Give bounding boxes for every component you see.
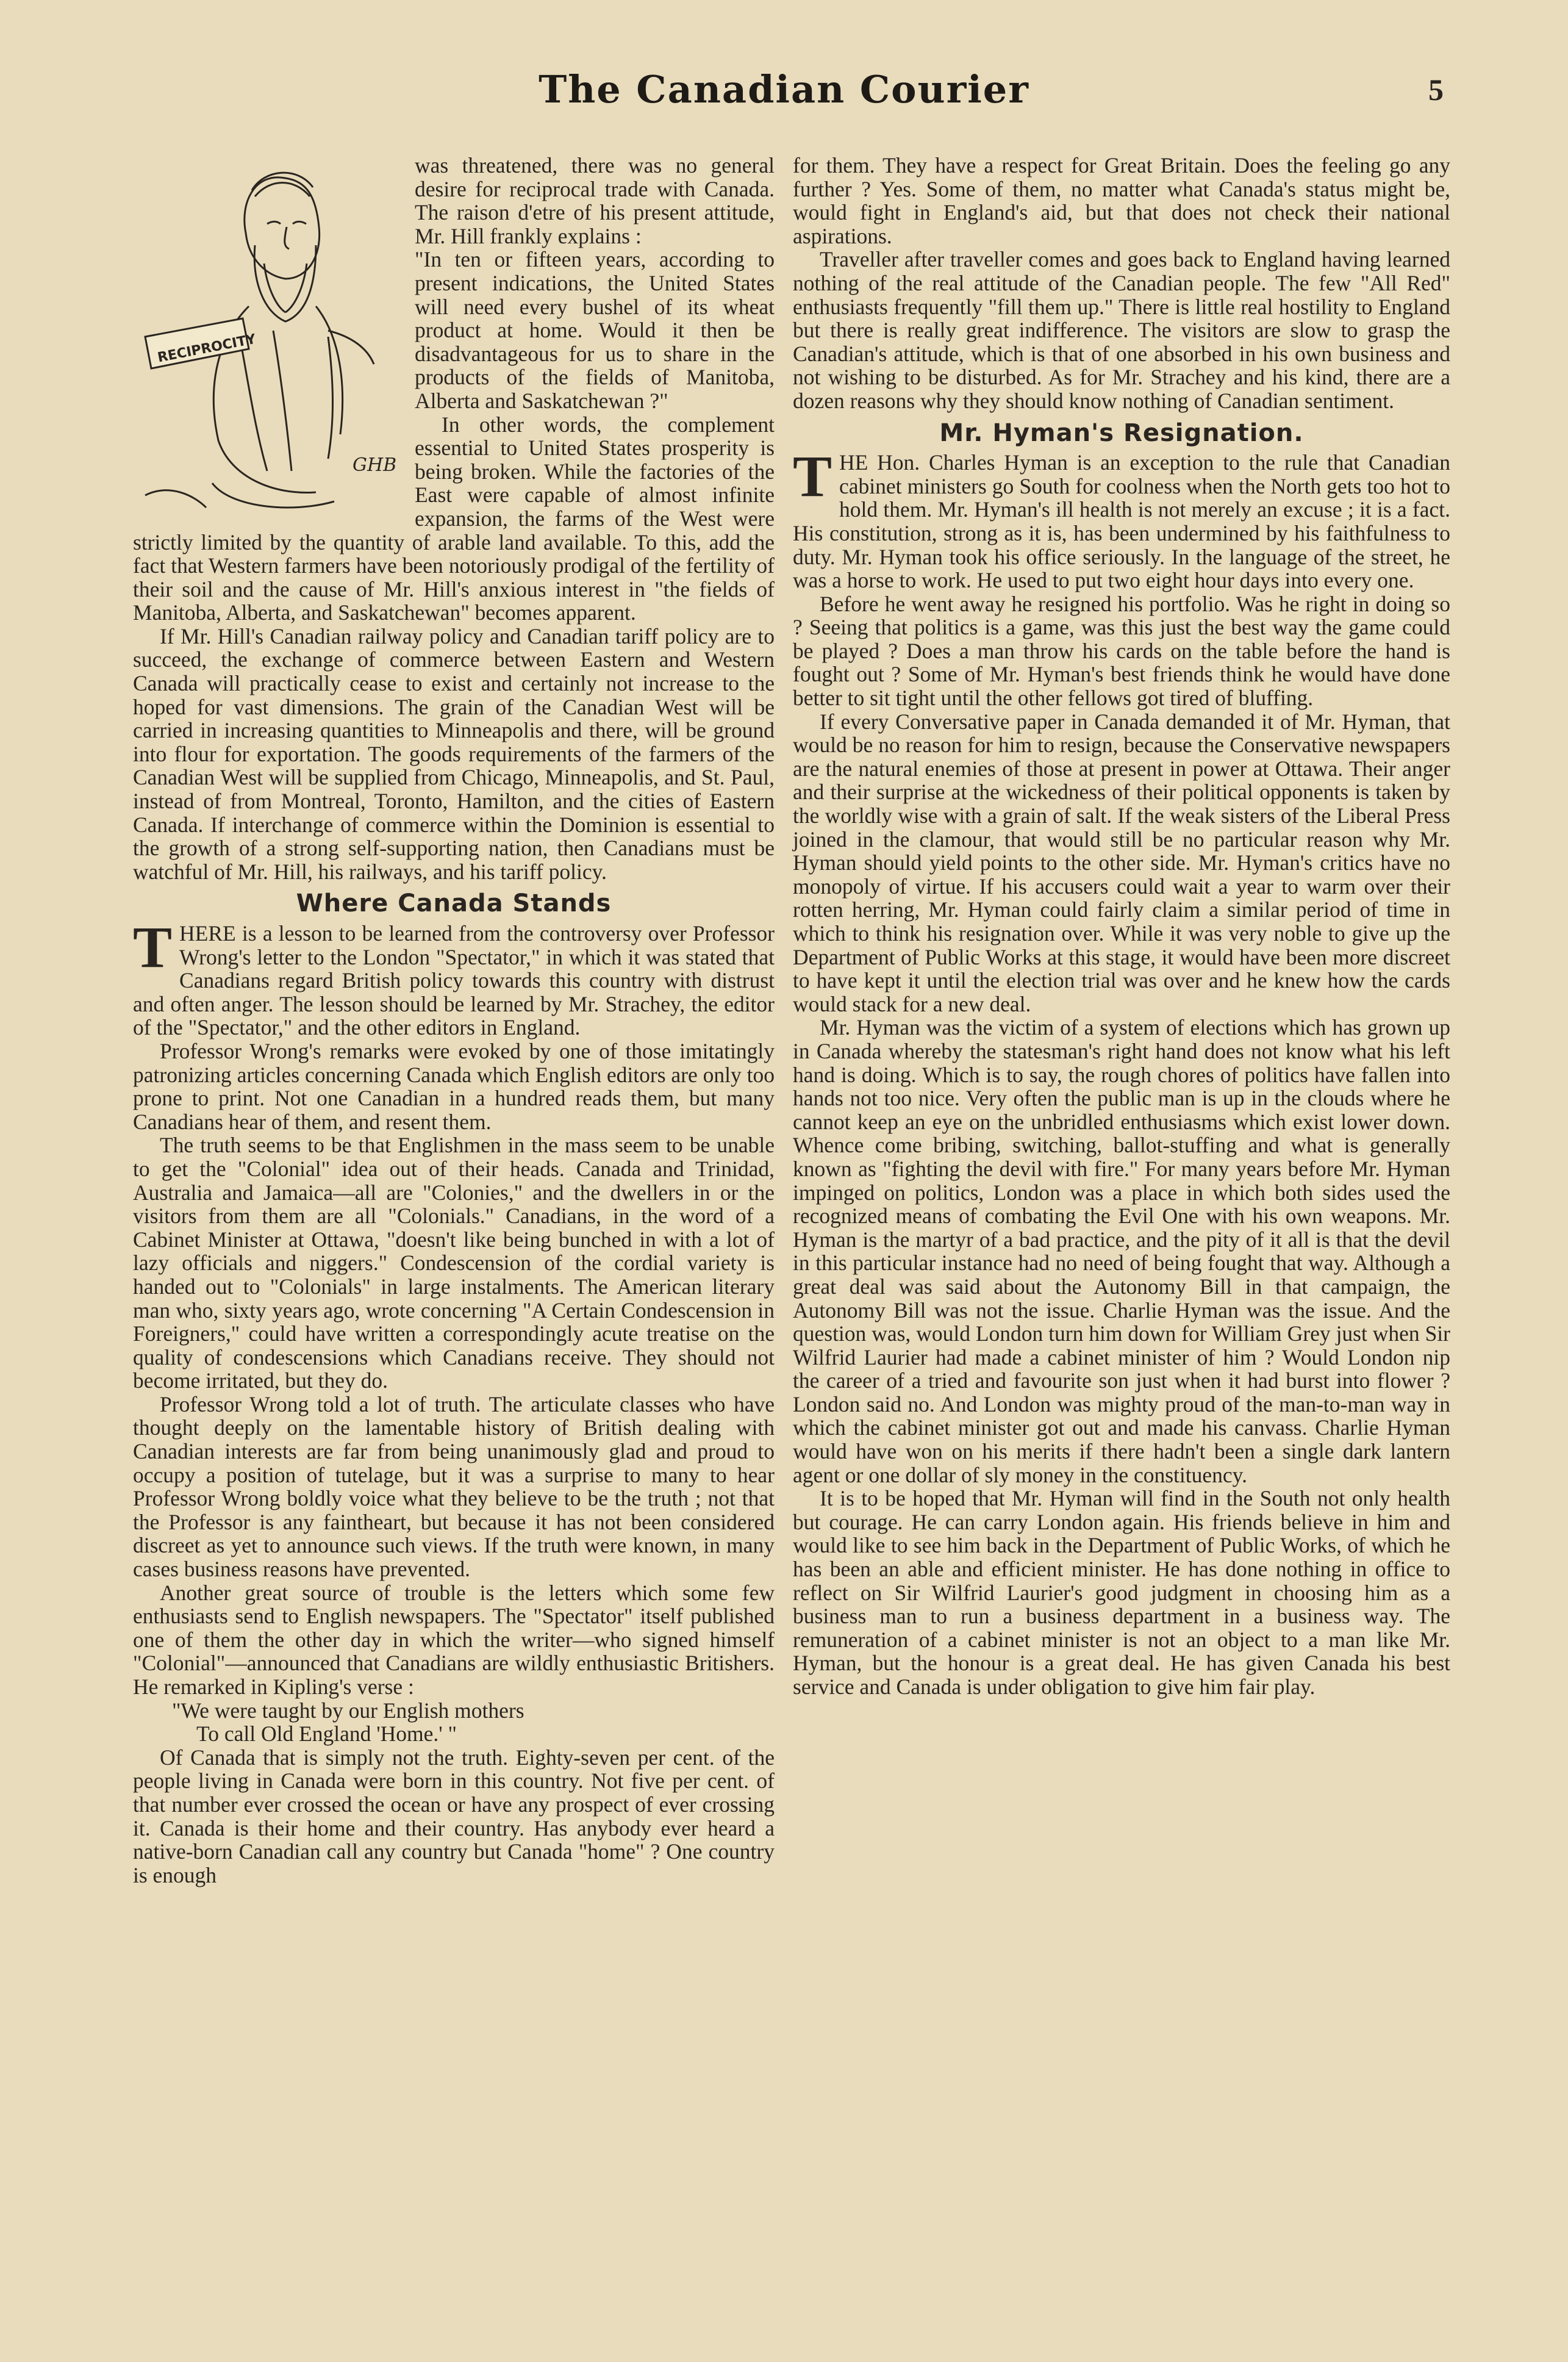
cartoon-illustration — [133, 154, 401, 520]
section-heading-hyman-resignation: Mr. Hyman's Resignation. — [939, 418, 1304, 447]
page-number: 5 — [1428, 73, 1444, 107]
caricature-drawing — [133, 154, 401, 520]
paragraph: It is to be hoped that Mr. Hyman will find in the South not only health but courage. He can carry London again. His friends believe in him and would like to see him back in the Department of Public Works, of which he has been an able and efficient minister. He has done nothing in office to reflect on Sir Wilfrid Laurier's good judgment in choosing him as a business man to run a business department in a business way. The remuneration of a cabinet minister is not an object to a man like Mr. Hyman, but the honour is a great deal. He has given Canada his best service and Canada is under obligation to give him fair play. — [793, 1486, 1450, 1699]
paragraph: Before he went away he resigned his portfolio. Was he right in doing so ? Seeing that politics is a game, was this just the best way the game could be played ? Does a man throw his cards on the table before the hand is fought out ? Some of Mr. Hyman's best friends think he would have done better to sit tight until the other fellows got tired of bluffing. — [793, 591, 1450, 711]
paragraph: If Mr. Hill's Canadian railway policy and Canadian tariff policy are to succeed, the exchange of commerce between Eastern and Western Canada will practically cease to exist and certainly not increase to the hoped for vast dimensions. The grain of the Canadian West will be carried in increasing quantities to Minneapolis and there, will be ground into flour for exportation. The goods requirements of the farmers of the Canadian West will be supplied from Chicago, Minneapolis, and St. Paul, instead of from Montreal, Toronto, Hamilton, and the cities of Eastern Canada. If interchange of commerce within the Dominion is essential to the growth of a strong self-supporting nation, then Canadians must be watchful of Mr. Hill, his railways, and his tariff policy. — [133, 623, 775, 884]
paragraph: Of Canada that is simply not the truth. Eighty-seven per cent. of the people living in Canada were born in this country. Not five per cent. of that number ever crossed the ocean or have any prospect of ever crossing it. Canada is their home and their country. Has anybody ever heard a native-born Canadian call any country but Canada "home" ? One country is enough — [133, 1745, 775, 1887]
paragraph: The truth seems to be that Englishmen in the mass seem to be unable to get the "Colonial" idea out of their heads. Canada and Trinidad, Australia and Jamaica—all are "Colonies," and the dwellers in or the visitors from them are all "Colonials." Canadians, in the word of a Cabinet Minister at Ottawa, "doesn't like being bunched in with a lot of lazy officials and niggers." Condescension of the cordial variety is handed out to "Colonials" in large instalments. The American literary man who, sixty years ago, wrote concerning "A Certain Condescension in Foreigners," could have written a correspondingly acute treatise on the quality of condescensions which Canadians receive. They should not become irritated, but they do. — [133, 1133, 775, 1393]
paragraph: Professor Wrong's remarks were evoked by one of those imitatingly patronizing articles concerning Canada which English editors are only too prone to print. Not one Canadian in a hundred reads them, but many Canadians hear of them, and resent them. — [133, 1038, 775, 1134]
verse-line: "We were taught by our English mothers — [172, 1698, 524, 1723]
paragraph-text: HE Hon. Charles Hyman is an exception to the rule that Canadian cabinet ministers go South for coolness when the North gets too hot to hold them. Mr. Hyman's ill health is not merely an excuse ; it is a fact. His constitution, strong as it is, has been undermined by his faithfulness to duty. Mr. Hyman took his office seriously. In the language of the street, he was a horse to work. He used to put two eight hour days into every one. — [793, 450, 1450, 593]
paragraph-text: HERE is a lesson to be learned from the controversy over Professor Wrong's letter to the London "Spectator," in which it was stated that Canadians regard British policy towards this country with distrust and often anger. The lesson should be learned by Mr. Strachey, the editor of the "Spectator," and the other editors in England. — [133, 921, 775, 1040]
drop-cap: T — [133, 914, 173, 980]
paragraph: was threatened, there was no general desire for reciprocal trade with Canada. The raison d'etre of his present attitude, Mr. Hill frankly explains : — [415, 153, 775, 248]
paragraph-lead — [133, 914, 775, 1040]
left-column — [133, 154, 775, 1887]
paragraph-lead — [793, 443, 1450, 593]
paragraph: Another great source of trouble is the letters which some few enthusiasts send to English newspapers. The "Spectator" itself published one of them the other day in which the writer—who signed himself "Colonial"—announced that Canadians are wildly enthusiastic Britishers. He remarked in Kipling's verse : — [133, 1580, 775, 1699]
paragraph: If every Conversative paper in Canada demanded it of Mr. Hyman, that would be no reason for him to resign, because the Conservative newspapers are the natural enemies of those at present in power at Ottawa. Their anger and their surprise at the wickedness of their political opponents is taken by the worldly wise with a grain of salt. If the weak sisters of the Liberal Press joined in the clamour, that would still be no particular reason why Mr. Hyman should yield points to the other side. Mr. Hyman's critics have no monopoly of virtue. If his accusers could wait a year to warm over their rotten herring, Mr. Hyman could fairly claim a similar period of time in which to think his resignation over. While it was very noble to give up the Department of Public Works at this stage, it would have been more discreet to have kept it until the election trial was over and he knew how the cards would stack for a new deal. — [793, 709, 1450, 1016]
masthead-title: The Canadian Courier — [539, 67, 1029, 112]
right-column — [793, 154, 1450, 1699]
paragraph: Mr. Hyman was the victim of a system of elections which has grown up in Canada whereby the statesman's right hand does not know what his left hand is doing. Which is to say, the rough chores of politics have fallen into hands not too nice. Very often the public man is up in the clouds where he cannot keep an eye on the unbridled enthusiasms which exist lower down. Whence come bribing, switching, ballot-stuffing and what is generally known as "fighting the devil with fire." For many years before Mr. Hyman impinged on politics, London was a place in which both sides used the recognized means of combating the Evil One with his own weapons. Mr. Hyman is the martyr of a bad practice, and the pity of it all is that the devil in this particular instance had no need of being fought that way. Although a great deal was said about the Autonomy Bill in that campaign, the Autonomy Bill was not the issue. Charlie Hyman was the issue. And the question was, would London turn him down for William Grey just when Sir Wilfrid Laurier had made a cabinet minister of him ? Would London nip the career of a tried and favourite son just when it had burst into flower ? London said no. And London was mighty proud of the man-to-man way in which the cabinet minister got out and made his canvass. Charlie Hyman would have won on his merits if there hadn't been a single dark lantern agent or one dollar of sly money in the constituency. — [793, 1015, 1450, 1487]
paragraph: Professor Wrong told a lot of truth. The articulate classes who have thought deeply on the lamentable history of British dealing with Canadian interests are far from being unanimously glad and proud to occupy a position of tutelage, but it was a surprise to many to hear Professor Wrong boldly voice what they believe to be the truth ; not that the Professor is any faintheart, but because it has not been considered discreet as yet to announce such views. If the truth were known, in many cases business reasons have prevented. — [133, 1391, 775, 1582]
paragraph: for them. They have a respect for Great Britain. Does the feeling go any further ? Yes. Some of them, no matter what Canada's status might be, would fight in England's aid, but that does not check their national aspirations. — [793, 153, 1450, 248]
cartoon-signature: GHB — [353, 454, 397, 476]
quote-paragraph: "In ten or fifteen years, according to present indications, the United States will need every bushel of its wheat product at home. Would it then be disadvantageous for us to share in the products of the fields of Manitoba, Alberta and Saskatchewan ?" — [415, 247, 775, 413]
section-heading-where-canada-stands: Where Canada Stands — [296, 889, 612, 918]
cartoon-sign-text: RECIPROCITY — [156, 331, 257, 366]
paragraph: In other words, the complement essential to United States prosperity is being broken. While the factories of the East were capable of almost infinite expansion, the farms of the West were strictly limited by the quantity of arable land available. To this, add the fact that Western farmers have been notoriously prodigal of the fertility of their soil and the cause of Mr. Hill's anxious interest in "the fields of Manitoba, Alberta, and Saskatchewan" becomes apparent. — [133, 412, 775, 625]
drop-cap: T — [793, 443, 832, 509]
verse-line: To call Old England 'Home.' " — [196, 1721, 457, 1746]
paragraph: Traveller after traveller comes and goes back to England having learned nothing of the real attitude of the Canadian people. The few "All Red" enthusiasts frequently "fill them up." There is little real hostility to England but there is really great indifference. The visitors are slow to grasp the Canadian's attitude, which is that of one absorbed in his own business and not wishing to be disturbed. As for Mr. Strachey and his kind, there are a dozen reasons why they should know nothing of Canadian sentiment. — [793, 247, 1450, 413]
